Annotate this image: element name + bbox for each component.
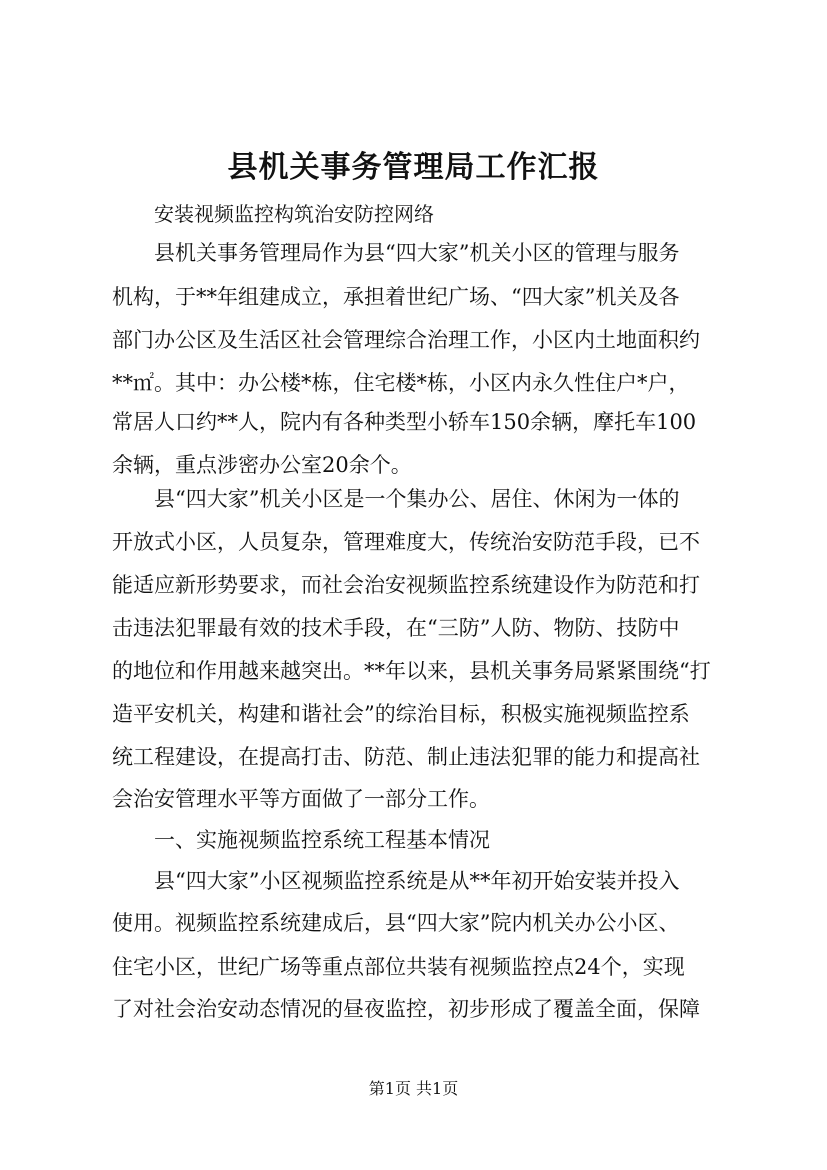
- document-subtitle: 安装视频监控构筑治安防控网络: [154, 202, 434, 226]
- body-line: 县机关事务管理局作为县“四大家”机关小区的管理与服务: [112, 241, 680, 265]
- body-line: 余辆，重点涉密办公室20余个。: [112, 453, 412, 477]
- body-line: 的地位和作用越来越突出。**年以来，县机关事务局紧紧围绕“打: [112, 659, 711, 683]
- body-line: 击违法犯罪最有效的技术手段，在“三防”人防、物防、技防中: [112, 616, 680, 640]
- body-line: 住宅小区，世纪广场等重点部位共装有视频监控点24个，实现: [112, 955, 685, 979]
- body-line: 部门办公区及生活区社会管理综合治理工作，小区内土地面积约: [112, 328, 700, 352]
- body-line: 常居人口约**人，院内有各种类型小轿车150余辆，摩托车100: [112, 410, 697, 434]
- body-line: 机构，于**年组建成立，承担着世纪广场、“四大家”机关及各: [112, 285, 680, 309]
- body-line: 县“四大家”小区视频监控系统是从**年初开始安装并投入: [112, 869, 680, 893]
- document-title: 县机关事务管理局工作汇报: [227, 150, 600, 185]
- body-line: **㎡。其中：办公楼*栋，住宅楼*栋，小区内永久性住户*户，: [112, 371, 690, 395]
- body-line: 开放式小区，人员复杂，管理难度大，传统治安防范手段，已不: [112, 530, 700, 554]
- page-footer: 第1页 共1页: [368, 1079, 459, 1098]
- body-line: 统工程建设，在提高打击、防范、制止违法犯罪的能力和提高社: [112, 745, 700, 769]
- body-line: 造平安机关，构建和谐社会”的综治目标，积极实施视频监控系: [112, 702, 690, 726]
- section-heading: 一、实施视频监控系统工程基本情况: [112, 828, 490, 852]
- body-line: 县“四大家”机关小区是一个集办公、居住、休闲为一体的: [112, 487, 680, 511]
- body-line: 使用。视频监控系统建成后，县“四大家”院内机关办公小区、: [112, 911, 680, 935]
- body-line: 会治安管理水平等方面做了一部分工作。: [112, 787, 490, 811]
- body-line: 了对社会治安动态情况的昼夜监控，初步形成了覆盖全面，保障: [112, 997, 700, 1021]
- body-line: 能适应新形势要求，而社会治安视频监控系统建设作为防范和打: [112, 573, 700, 597]
